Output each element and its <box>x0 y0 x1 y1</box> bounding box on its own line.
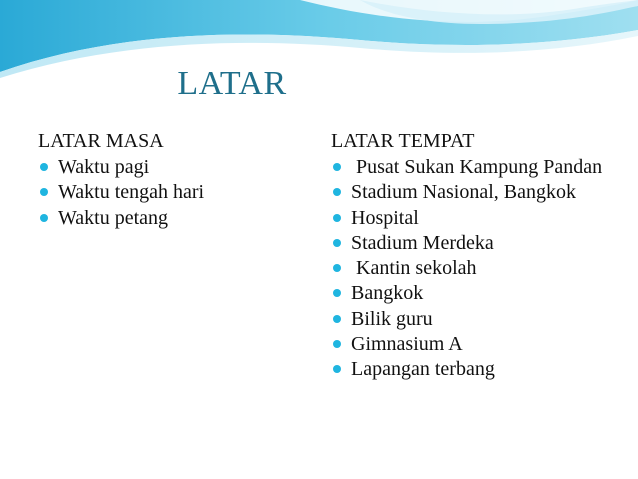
right-column <box>331 128 626 383</box>
bullet-icon <box>333 163 341 171</box>
list-item-text: Stadium Nasional, Bangkok <box>351 181 576 204</box>
bullet-icon <box>333 214 341 222</box>
list-item-text: Waktu petang <box>58 206 169 229</box>
list-item <box>38 206 306 231</box>
list-item <box>38 180 306 205</box>
bullet-icon <box>333 365 341 373</box>
list-item <box>331 206 626 231</box>
left-column-heading: LATAR MASA <box>38 130 164 152</box>
bullet-icon <box>333 315 341 323</box>
list-item <box>331 180 626 205</box>
list-item-text: Pusat Sukan Kampung Pandan <box>351 156 603 178</box>
list-item-text: Gimnasium A <box>351 333 463 356</box>
list-item <box>38 155 306 180</box>
bullet-icon <box>333 239 341 247</box>
list-item-text: Bilik guru <box>351 307 433 330</box>
list-item-text: Lapangan terbang <box>351 358 495 381</box>
list-item <box>331 307 626 332</box>
list-item <box>331 281 626 306</box>
list-item-text: Kantin sekolah <box>351 257 477 280</box>
list-item-text: Bangkok <box>351 282 424 305</box>
bullet-icon <box>40 188 48 196</box>
bullet-icon <box>333 289 341 297</box>
right-column-heading: LATAR TEMPAT <box>331 130 475 152</box>
bullet-icon <box>333 188 341 196</box>
list-item-text: Hospital <box>351 206 419 229</box>
bullet-icon <box>333 340 341 348</box>
list-item-text: Waktu tengah hari <box>58 181 205 204</box>
list-item-text: Stadium Merdeka <box>351 231 494 254</box>
list-item <box>331 332 626 357</box>
slide-title: LATAR <box>177 65 287 102</box>
bullet-icon <box>40 214 48 222</box>
list-item <box>331 155 626 180</box>
list-item-text: Waktu pagi <box>58 156 150 178</box>
bullet-icon <box>333 264 341 272</box>
list-item <box>331 256 626 281</box>
list-item <box>331 357 626 382</box>
bullet-icon <box>40 163 48 171</box>
list-item <box>331 231 626 256</box>
left-column <box>38 128 306 231</box>
left-bullet-list <box>38 155 306 231</box>
right-bullet-list <box>331 155 626 383</box>
